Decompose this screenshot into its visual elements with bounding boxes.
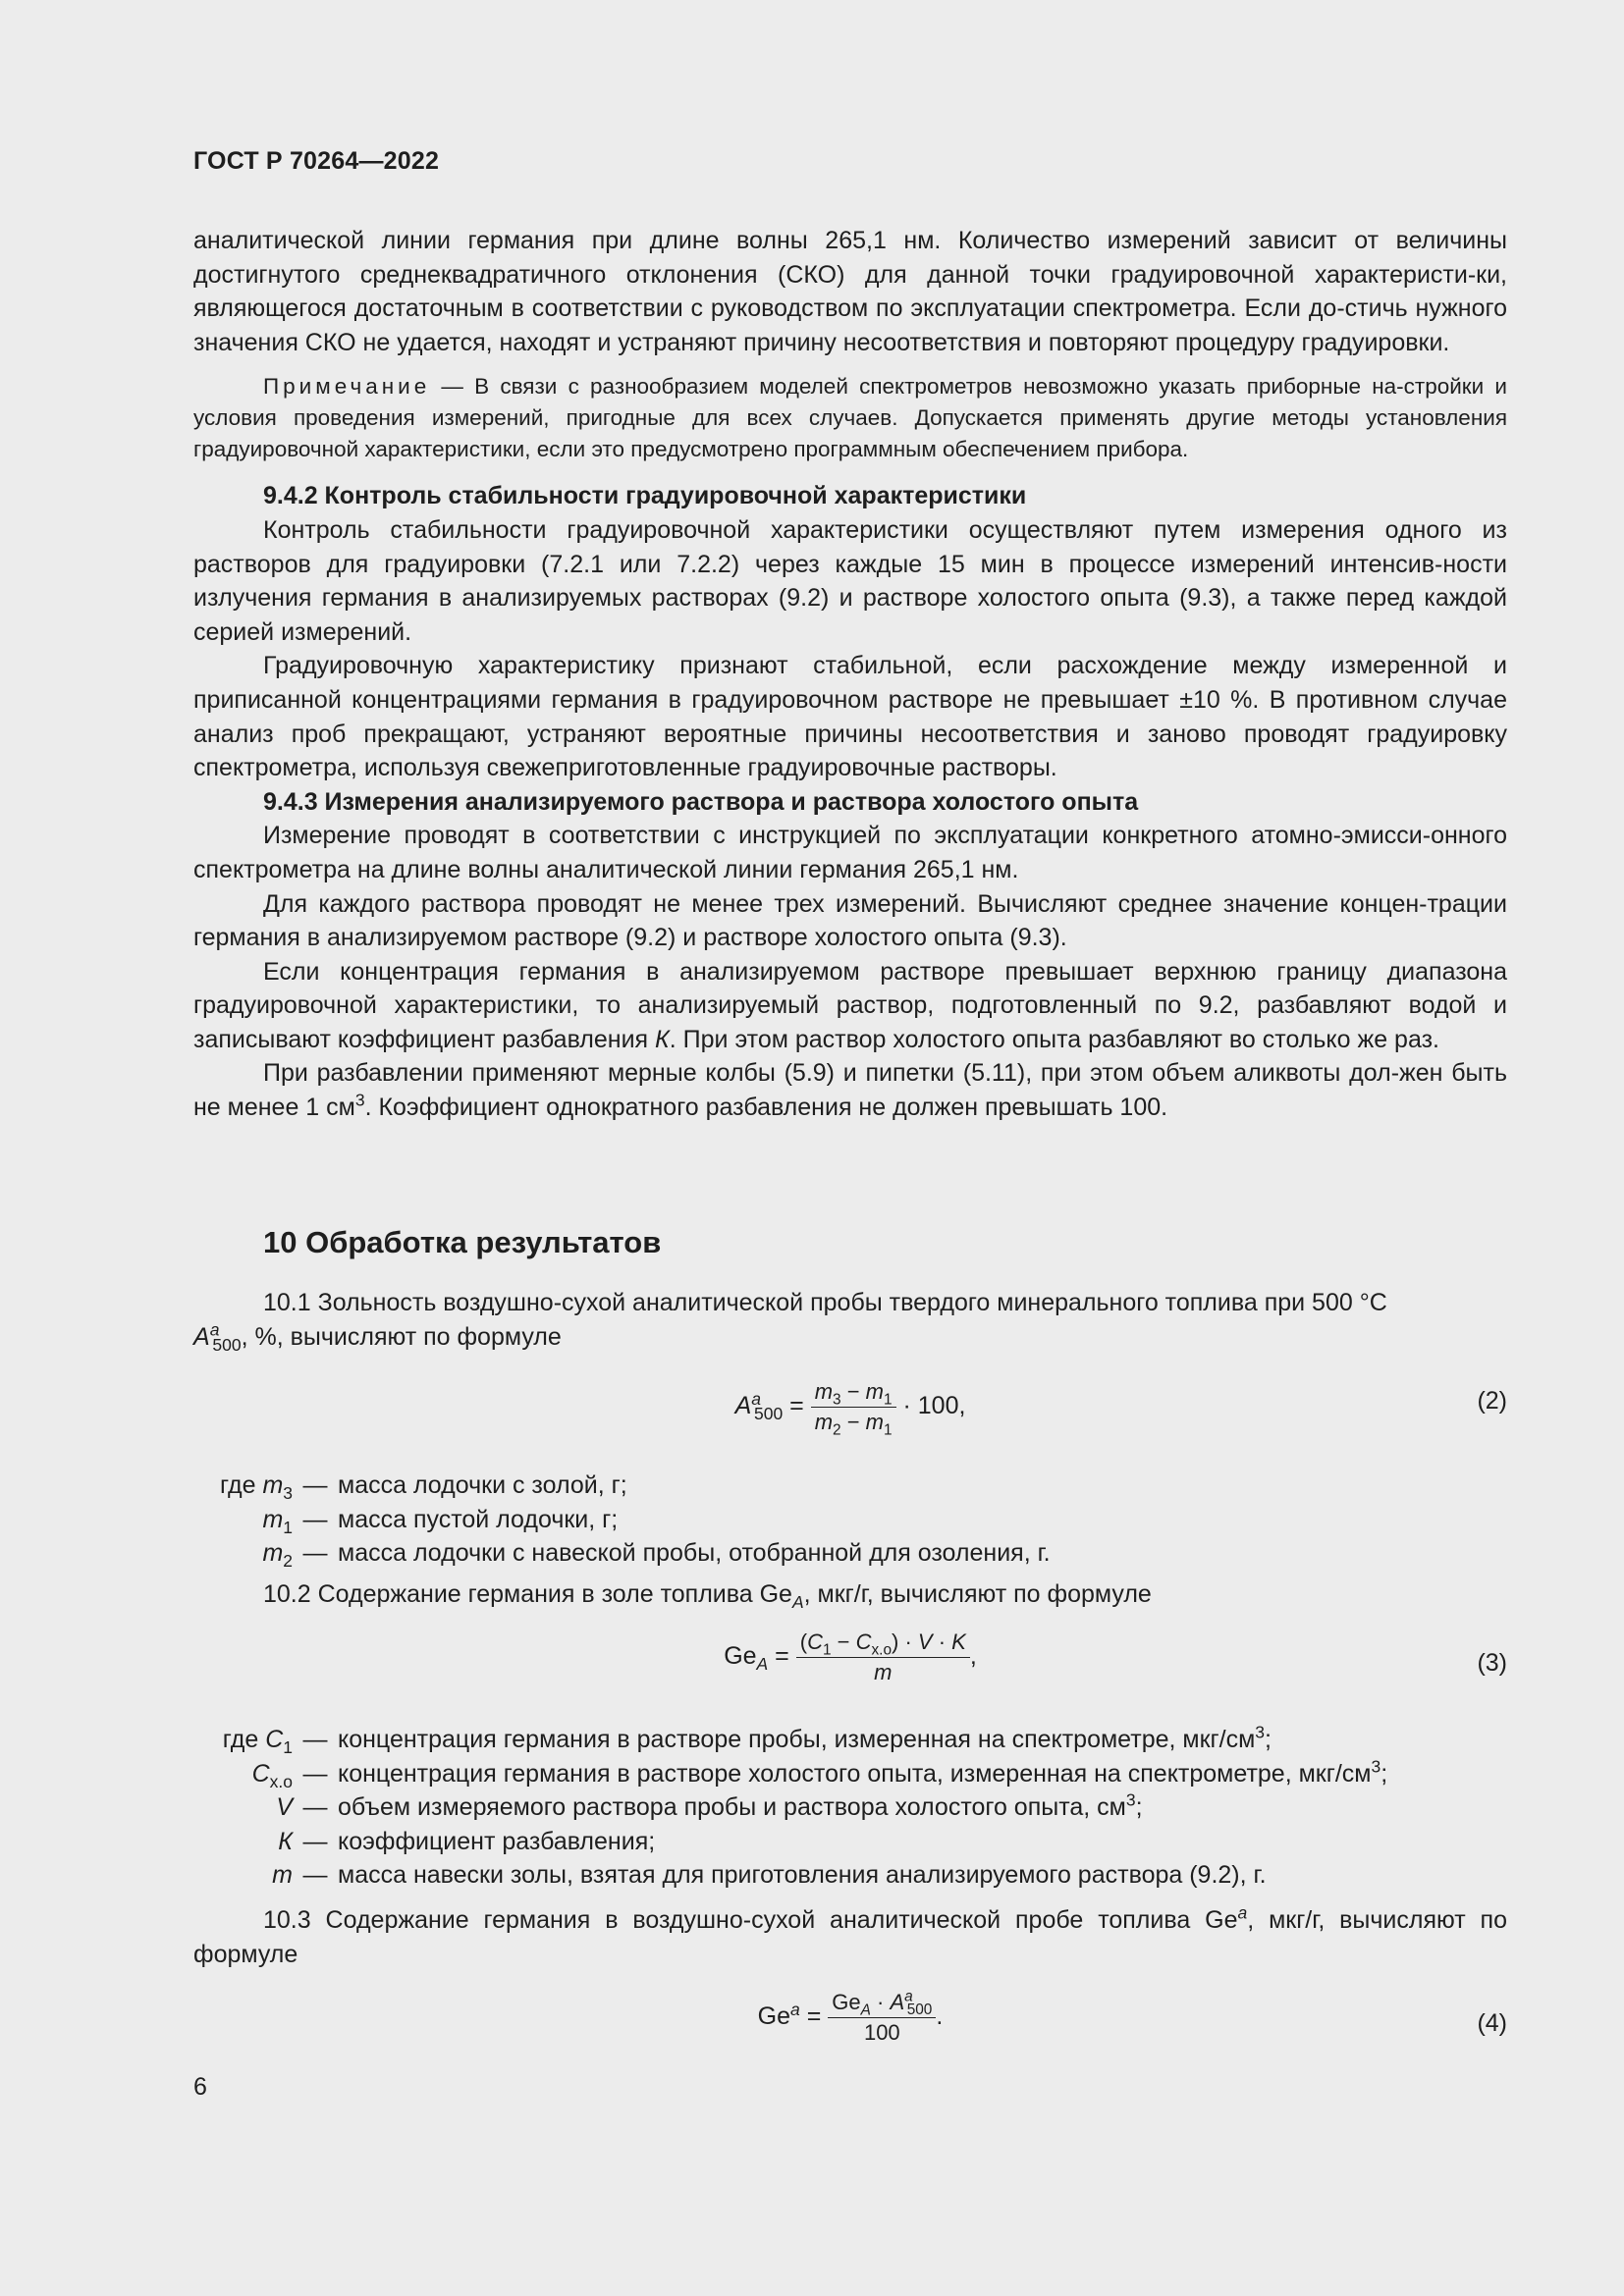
equation-number-4: (4) (1477, 2009, 1507, 2037)
where-dash: — (302, 1827, 328, 1855)
formula-2-fraction: $\frac{m_3 - m_1}{m_2 - m_1}$ (811, 1379, 896, 1435)
s102-tail: , мкг/г, вычисляют по формуле (803, 1580, 1152, 1608)
section-10-1-paragraph: 10.1 Зольность воздушно-сухой аналитической пробы твердого минерального топлива при 500 °С $A^a_{500}$, %, вычисляют по формуле (193, 1289, 1387, 1355)
section-9-4-3-paragraph-2: Для каждого раствора проводят не менее трех измерений. Вычисляют среднее значение концен-трации германия в анализируемом растворе (9.2) и растворе холостого опыта (9.3). (193, 889, 1507, 952)
where-symbol: $m_1$ (262, 1505, 293, 1537)
s103-superscript: a (1237, 1902, 1248, 1923)
s103-text-a: 10.3 Содержание германия в воздушно-сухой аналитической пробе топлива Ge (263, 1906, 1238, 1934)
section-10-2-block (193, 1577, 1507, 1612)
s102-text: 10.2 Содержание германия в золе топлива Ge (263, 1580, 792, 1608)
where-dash: — (302, 1861, 328, 1890)
where-dash: — (302, 1505, 328, 1533)
s101-text-b: , %, вычисляют по формуле (241, 1322, 562, 1351)
equation-number-2: (2) (1477, 1387, 1507, 1415)
formula-2-tail: · 100, (902, 1392, 966, 1420)
note-text: — В связи с разнообразием моделей спектрометров невозможно указать приборные на-стройки и условия проведения измерений, пригодные для всех случаев. Допускается применять другие методы установления градуировочной характеристики, если это предусмотрено программным обеспечением прибора. (193, 374, 1507, 462)
where-dash: — (302, 1539, 328, 1568)
section-9-4-2-paragraph-1: Контроль стабильности градуировочной характеристики осуществляют путем измерения одного из растворов для градуировки (7.2.1 или 7.2.2) через каждые 15 мин в процессе измерений интенсив-ности излучения германия в анализируемых растворах (9.2) и растворе холостого опыта (9.3), а также перед каждой серией измерений. (193, 515, 1507, 646)
equation-number-3: (3) (1477, 1649, 1507, 1677)
p3-text-a: Если концентрация германия в анализируемом растворе превышает верхнюю границу диапазона градуировочной характеристики, то анализируемый раствор, подготовленный по 9.2, разбавляют водой и записывают коэффициент разбавления (193, 957, 1507, 1053)
where-dash: — (302, 1726, 328, 1753)
where-item (193, 1503, 1507, 1537)
note-paragraph (193, 371, 1507, 465)
section-9-4-3-paragraph-3 (193, 955, 1507, 1057)
where-description: масса лодочки с золой, г; (338, 1471, 627, 1499)
p4-text-a: При разбавлении применяют мерные колбы (5.9) и пипетки (5.11), при этом объем аликвоты дол-жен быть не менее 1 см (193, 1059, 1507, 1122)
document-header: ГОСТ Р 70264—2022 (193, 147, 440, 175)
formula-3-tail: , (969, 1642, 977, 1671)
p4-text-b: . Коэффициент однократного разбавления не должен превышать 100. (364, 1094, 1168, 1122)
formula-4-tail: . (936, 2002, 944, 2031)
p4-superscript: 3 (354, 1090, 365, 1110)
section-10-1-block (193, 1286, 1507, 1354)
where-list-1 (193, 1468, 1507, 1571)
section-9-4-2-paragraph-2: Градуировочную характеристику признают стабильной, если расхождение между измеренной и приписанной концентрациями германия в градуировочном растворе не превышает ±10 %. В противном случае анализ проб прекращают, устраняют вероятные причины несоответствия и заново проводят градуировку спектрометра, используя свежеприготовленные градуировочные растворы. (193, 652, 1507, 782)
formula-3: $Ge_A$ = $\frac{(C_1 - C_{х.о}) \cdot V \cdot K}{m}$ , (3) (724, 1629, 1507, 1684)
section-10-3-paragraph (193, 1903, 1507, 1971)
where-symbol: где $C_1$ (222, 1726, 293, 1757)
where-dash: — (302, 1471, 328, 1499)
where-description: масса лодочки с навеской пробы, отобранной для озоления, г. (338, 1539, 1051, 1568)
s103-text-b: , мкг/г, вычисляют по формуле (193, 1906, 1507, 1968)
formula-2: $A^a_{500}$ = $\frac{m_3 - m_1}{m_2 - m_1}$ · 100, (2) (734, 1379, 1507, 1439)
section-9-4-3-title: 9.4.3 Измерения анализируемого раствора и раствора холостого опыта (263, 787, 1139, 816)
where-item (193, 1536, 1507, 1571)
formula-4-fraction: $\frac{Ge_A \cdot A^a_{500}}{100}$ (828, 1990, 936, 2046)
where-symbol: m (272, 1861, 293, 1890)
where-dash: — (302, 1759, 328, 1788)
where-symbol: где $m_3$ (220, 1471, 293, 1503)
where-dash: — (302, 1793, 328, 1822)
section-9-4-2-title: 9.4.2 Контроль стабильности градуировочной характеристики (263, 482, 1027, 510)
s102-subscript: A (791, 1592, 804, 1612)
p3-symbol-k: К (655, 1025, 670, 1053)
formula-3-fraction: $\frac{(C_1 - C_{х.о}) \cdot V \cdot K}{m}$ (796, 1629, 970, 1685)
where-item (193, 1757, 1507, 1791)
where-item (193, 1468, 1507, 1503)
p3-text-b: . При этом раствор холостого опыта разбавляют во столько же раз. (669, 1025, 1439, 1053)
where-item (193, 1790, 1507, 1825)
where-description: коэффициент разбавления; (338, 1827, 656, 1855)
where-description: масса навески золы, взятая для приготовления анализируемого раствора (9.2), г. (338, 1861, 1267, 1890)
s101-text-a: 10.1 Зольность воздушно-сухой аналитической пробы твердого минерального топлива при 500 °С (263, 1289, 1387, 1316)
where-description: масса пустой лодочки, г; (338, 1505, 619, 1533)
where-item (193, 1723, 1507, 1757)
where-symbol: $m_2$ (262, 1539, 293, 1572)
note-label: Примечание (263, 374, 431, 400)
where-item (193, 1825, 1507, 1859)
section-10-title: 10 Обработка результатов (263, 1225, 662, 1259)
section-9-4-3-paragraph-4 (193, 1056, 1507, 1124)
section-10-2-paragraph (193, 1577, 1507, 1612)
section-10-3-block (193, 1903, 1507, 1971)
where-description: концентрация германия в растворе холостого опыта, измеренная на спектрометре, мкг/$см^3$; (338, 1756, 1388, 1788)
formula-4-denominator: 100 (863, 2020, 900, 2045)
where-symbol: $C_{х.о}$ (251, 1759, 293, 1791)
where-description: концентрация германия в растворе пробы, измеренная на спектрометре, мкг/$см^3$; (338, 1722, 1272, 1753)
body-text-block (193, 224, 1507, 1125)
where-description: объем измеряемого раствора пробы и раствора холостого опыта, $см^3$; (338, 1789, 1143, 1822)
section-9-4-3-paragraph-1: Измерение проводят в соответствии с инструкцией по эксплуатации конкретного атомно-эмисси-онного спектрометра на длине волны аналитической линии германия 265,1 нм. (193, 822, 1507, 883)
where-symbol: V (276, 1793, 293, 1822)
where-symbol: К (278, 1827, 293, 1855)
formula-4: $Ge^a$ = $\frac{Ge_A \cdot A^a_{500}}{100}$ . (4) (757, 1988, 1507, 2045)
page-number: 6 (193, 2073, 207, 2101)
where-list-2 (193, 1723, 1507, 1893)
where-item (193, 1858, 1507, 1893)
intro-paragraph: аналитической линии германия при длине волны 265,1 нм. Количество измерений зависит от величины достигнутого среднеквадратичного отклонения (СКО) для данной точки градуировочной характеристи-ки, являющегося достаточным в соответствии с руководством по эксплуатации спектрометра. Если до-стичь нужного значения СКО не удается, находят и устраняют причину несоответствия и повторяют процедуру градуировки. (193, 227, 1507, 356)
